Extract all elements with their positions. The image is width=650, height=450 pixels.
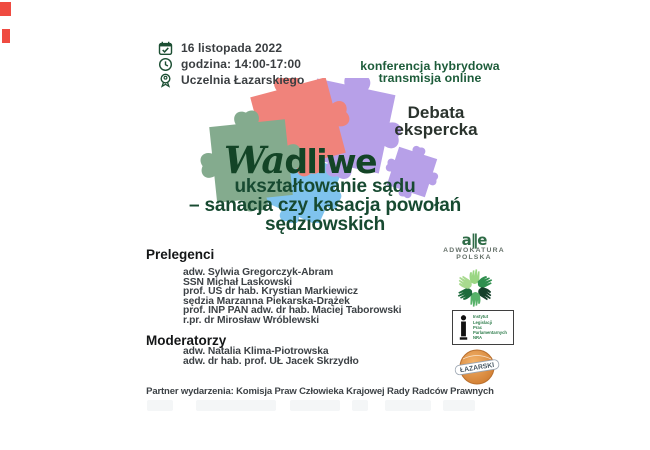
- speaker-item: prof. UŚ dr hab. Krystian Markiewicz: [183, 286, 358, 298]
- speaker-item: prof. INP PAN adw. dr hab. Maciej Taborowski: [183, 305, 402, 317]
- speaker-item: sędzia Marzanna Piekarska-Drążek: [183, 295, 350, 307]
- bottom-artifact: [443, 400, 475, 411]
- edge-artifact: [0, 2, 11, 16]
- clock-icon: [158, 57, 173, 72]
- adwokatura-polska-logo: [430, 233, 518, 261]
- speaker-item: SSN Michał Laskowski: [183, 276, 293, 288]
- event-type-line-1: Debata: [407, 103, 465, 122]
- event-venue-row: [158, 72, 304, 88]
- ilpp-nra-logo: [452, 310, 514, 345]
- title-subtitle: [158, 178, 492, 234]
- lazarski-university-logo: [453, 348, 501, 390]
- speaker-item: adw. Sylwia Gregorczyk-Abram: [183, 267, 334, 278]
- ilpp-line: Legislacji: [473, 319, 493, 325]
- adwokatura-label-2: POLSKA: [456, 254, 492, 262]
- title-wordmark-part2: dliwe: [284, 142, 376, 181]
- bottom-artifact: [147, 400, 173, 411]
- adwokatura-monogram-icon: a‖e: [461, 231, 487, 249]
- human-rights-commission-hands-icon: [445, 265, 505, 311]
- event-time-row: [158, 56, 304, 72]
- venue-medal-icon: [158, 73, 173, 88]
- bottom-artifact: [290, 400, 340, 411]
- moderator-item: adw. Natalia Klima-Piotrowska: [183, 346, 329, 357]
- lazarski-label: ŁAZARSKI: [459, 361, 495, 375]
- moderators-heading: Moderatorzy: [146, 333, 227, 348]
- event-type-line-2: ekspercka: [394, 120, 478, 139]
- moderators-list: [183, 347, 359, 366]
- speakers-heading: Prelegenci: [146, 247, 215, 262]
- ilpp-line: Parlamentarnych: [473, 330, 507, 336]
- ilpp-column-icon: [457, 314, 470, 342]
- partner-line: Partner wydarzenia: Komisja Praw Człowieka Krajowej Rady Radców Prawnych: [146, 386, 494, 397]
- bottom-artifact: [352, 400, 368, 411]
- subtitle-line-3: sędziowskich: [264, 213, 386, 235]
- conference-format: [352, 61, 508, 84]
- subtitle-line-1: ukształtowanie sądu: [234, 176, 416, 197]
- event-time: godzina: 14:00-17:00: [181, 57, 302, 71]
- adwokatura-label-1: ADWOKATURA: [443, 247, 505, 254]
- bottom-artifact: [196, 400, 276, 411]
- subtitle-line-2: – sanacja czy kasacja powołań: [189, 194, 461, 216]
- event-venue: Uczelnia Łazarskiego: [181, 73, 305, 87]
- event-date-row: [158, 40, 304, 56]
- calendar-icon: [158, 41, 173, 56]
- ilpp-line: NRA: [473, 335, 483, 341]
- event-info: [158, 40, 304, 88]
- edge-artifact: [2, 29, 10, 43]
- event-type: [378, 104, 494, 138]
- event-date: 16 listopada 2022: [181, 41, 283, 55]
- format-line-1: konferencja hybrydowa: [360, 59, 500, 73]
- ilpp-line: Prac: [473, 324, 483, 330]
- speaker-item: r.pr. dr Mirosław Wróblewski: [183, 314, 320, 326]
- ilpp-text: [473, 314, 507, 340]
- speakers-list: [183, 268, 401, 326]
- title-wordmark-part1: Wa: [224, 138, 285, 182]
- ilpp-line: Instytut: [473, 314, 489, 320]
- bottom-artifact: [385, 400, 431, 411]
- moderator-item: adw. dr hab. prof. UŁ Jacek Skrzydło: [183, 355, 359, 367]
- format-line-2: transmisja online: [378, 70, 482, 85]
